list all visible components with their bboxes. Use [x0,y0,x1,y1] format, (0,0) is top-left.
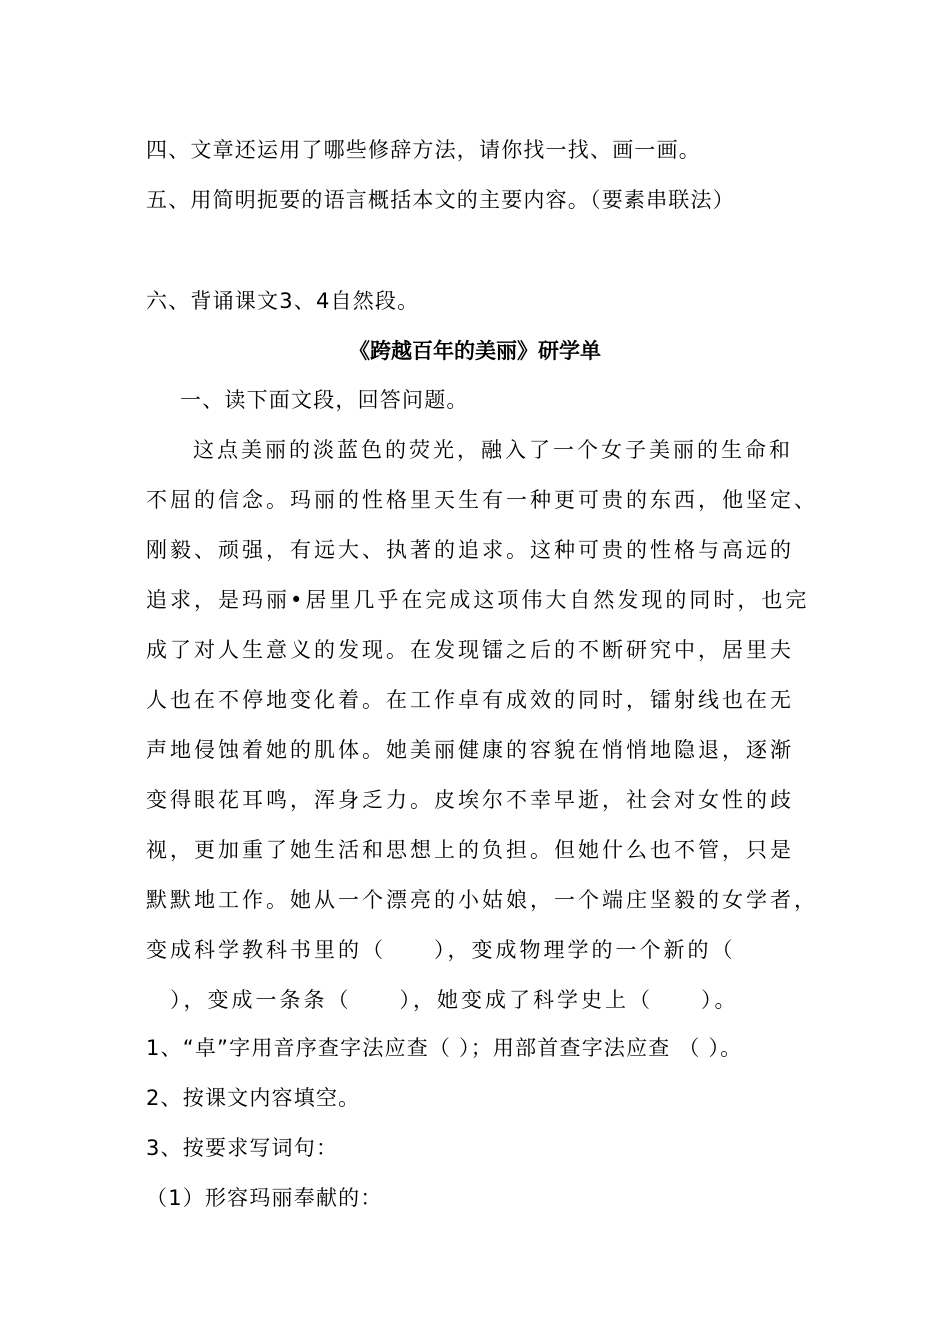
passage-line: 变成科学教科书里的（ ），变成物理学的一个新的（ [146,938,736,962]
sub-question-1: 1、“卓”字用音序查字法应查（ ）；用部首查字法应查 （ ）。 [146,1036,743,1060]
passage-line: 人也在不停地变化着。在工作卓有成效的同时，镭射线也在无 [146,688,794,712]
question-six: 六、背诵课文3、4自然段。 [146,289,420,313]
passage-line: 声地侵蚀着她的肌体。她美丽健康的容貌在悄悄地隐退，逐渐 [146,738,794,762]
passage-line: 变得眼花耳鸣，浑身乏力。皮埃尔不幸早逝，社会对女性的歧 [146,788,794,812]
question-four: 四、文章还运用了哪些修辞方法，请你找一找、画一画。 [146,138,701,162]
question-five: 五、用简明扼要的语言概括本文的主要内容。（要素串联法） [146,188,735,212]
passage-line: 这点美丽的淡蓝色的荧光，融入了一个女子美丽的生命和 [193,438,793,462]
sub-question-2: 2、按课文内容填空。 [146,1086,361,1110]
passage-line: 追求，是玛丽•居里几乎在完成这项伟大自然发现的同时，也完 [146,588,810,612]
section-one-heading: 一、读下面文段，回答问题。 [180,388,469,412]
passage-line: 不屈的信念。玛丽的性格里天生有一种更可贵的东西，他坚定、 [146,488,818,512]
passage-line: 视，更加重了她生活和思想上的负担。但她什么也不管，只是 [146,838,794,862]
passage-line: 成了对人生意义的发现。在发现镭之后的不断研究中，居里夫 [146,638,794,662]
passage-line: 默默地工作。她从一个漂亮的小姑娘，一个端庄坚毅的女学者， [146,888,818,912]
worksheet-title: 《跨越百年的美丽》研学单 [349,339,601,363]
passage-line: 刚毅、顽强，有远大、执著的追求。这种可贵的性格与高远的 [146,538,794,562]
passage-line: ），变成一条条（ ），她变成了科学史上（ ）。 [146,988,739,1012]
sub-question-3: 3、按要求写词句： [146,1136,339,1160]
sub-question-3-1: （1）形容玛丽奉献的： [146,1186,383,1210]
